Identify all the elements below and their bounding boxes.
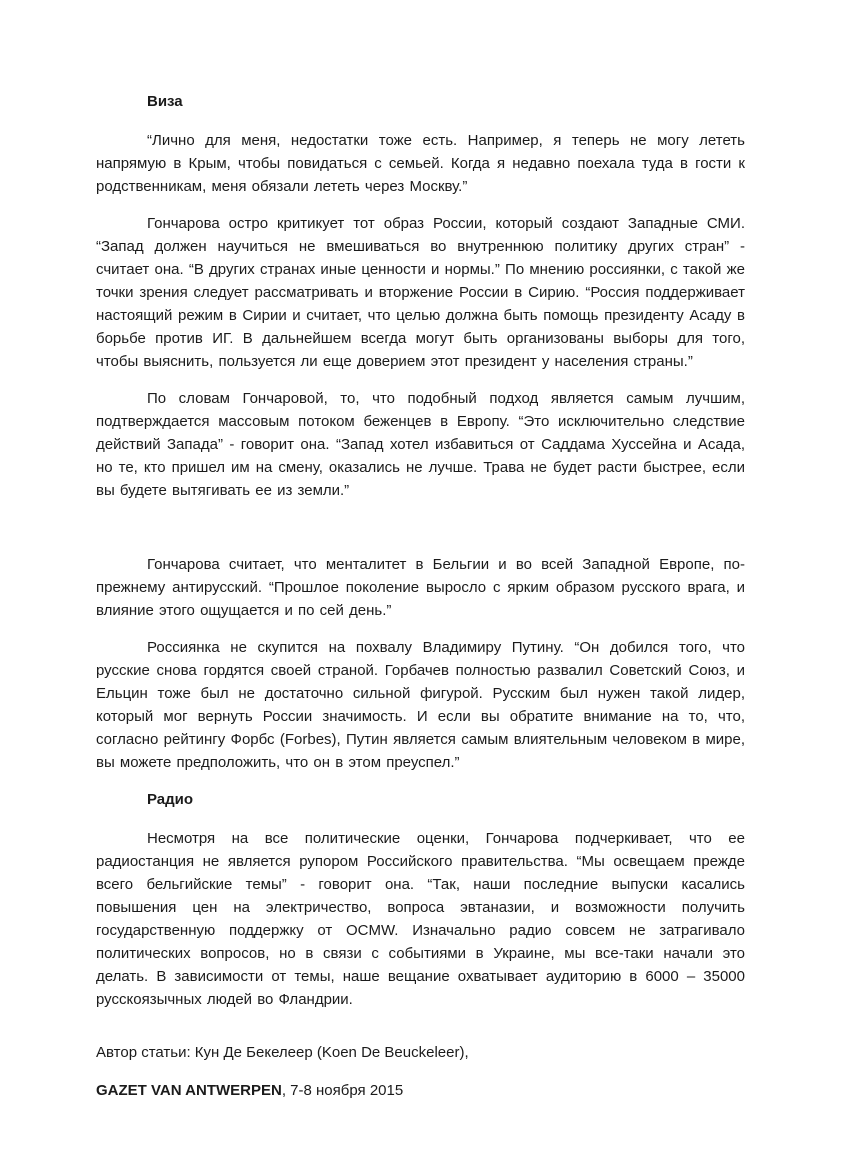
paragraph-media-criticism: Гончарова остро критикует тот образ России, который создают Западные СМИ. “Запад должен научиться не вмешиваться во внутреннюю политику других стран” - считает она. “В других странах иные ценности и нормы.” По мнению россиянки, с такой же точки зрения следует рассматривать и вторжение России в Сирию. “Россия поддерживает настоящий режим в Сирии и считает, что целью должна быть помощь президенту Асаду в борьбе против ИГ. В дальнейшем всегда могут быть организованы выборы для того, чтобы выяснить, пользуется ли еще доверием этот президент у населения страны.” [96,215,745,370]
source-date: , 7-8 ноября 2015 [281,1082,404,1099]
source-line [96,1079,745,1102]
paragraph-radio: Несмотря на все политические оценки, Гончарова подчеркивает, что ее радиостанция не является рупором Российского правительства. “Мы освещаем прежде всего бельгийские темы” - говорит она. “Так, наши последние выпуски касались повышения цен на электричество, вопроса эвтаназии, и возможности получить государственную поддержку от OCMW. Изначально радио совсем не затрагивало политических вопросов, но в связи с событиями в Украине, мы все-таки начали это делать. В зависимости от темы, наше вещание охватывает аудиторию в 6000 – 35000 русскоязычных людей во Фландрии. [96,830,745,1008]
paragraph-refugees: По словам Гончаровой, то, что подобный подход является самым лучшим, подтверждается массовым потоком беженцев в Европу. “Это исключительно следствие действий Запада” - говорит она. “Запад хотел избавиться от Саддама Хуссейна и Асада, но те, кто пришел им на смену, оказались не лучше. Трава не будет расти быстрее, если вы будете вытягивать ее из земли.” [96,390,745,499]
section-heading-radio: Радио [147,791,194,808]
author-line: Автор статьи: Кун Де Бекелеер (Koen De Beuckeleer), [96,1044,469,1061]
section-heading-visa: Виза [147,93,183,110]
paragraph-mentality: Гончарова считает, что менталитет в Бельгии и во всей Западной Европе, по-прежнему антирусский. “Прошлое поколение выросло с ярким образом русского врага, и влияние этого ощущается и по сей день.” [96,556,745,619]
paragraph-visa-quote: “Лично для меня, недостатки тоже есть. Например, я теперь не могу лететь напрямую в Крым, чтобы повидаться с семьей. Когда я недавно поехала туда в гости к родственникам, меня обязали лететь через Москву.” [96,132,745,195]
empty-paragraph-gap [96,516,745,553]
source-name: GAZET VAN ANTWERPEN [96,1082,282,1099]
paragraph-putin: Россиянка не скупится на похвалу Владимиру Путину. “Он добился того, что русские снова гордятся своей страной. Горбачев полностью развалил Советский Союз, и Ельцин тоже был не достаточно сильной фигурой. Русским был нужен такой лидер, который мог вернуть России значимость. И если вы обратите внимание на то, что, согласно рейтингу Форбс (Forbes), Путин является самым влиятельным человеком в мире, вы можете предположить, что он в этом преуспел.” [96,639,745,771]
footer-block [96,1041,745,1102]
